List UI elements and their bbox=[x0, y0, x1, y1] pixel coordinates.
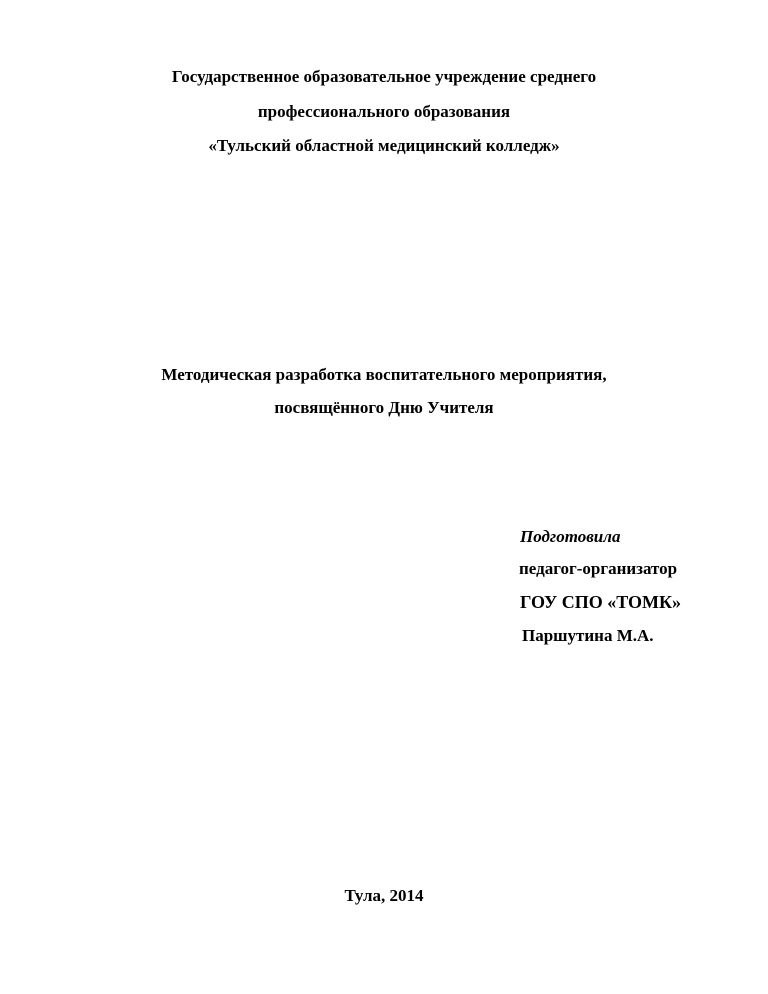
prepared-by-label: Подготовила bbox=[520, 527, 621, 546]
institution-line-3: «Тульский областной медицинский колледж» bbox=[208, 136, 560, 155]
author-position: педагог-организатор bbox=[519, 559, 678, 578]
document-title-line-2: посвящённого Дню Учителя bbox=[274, 398, 494, 417]
document-title-line-1: Методическая разработка воспитательного мероприятия, bbox=[161, 365, 607, 384]
institution-line-1: Государственное образовательное учреждение среднего bbox=[171, 67, 597, 86]
city-year: Тула, 2014 bbox=[344, 886, 424, 905]
author-organization: ГОУ СПО «ТОМК» bbox=[520, 592, 682, 612]
institution-line-2: профессионального образования bbox=[257, 102, 511, 121]
author-name: Паршутина М.А. bbox=[522, 626, 654, 645]
